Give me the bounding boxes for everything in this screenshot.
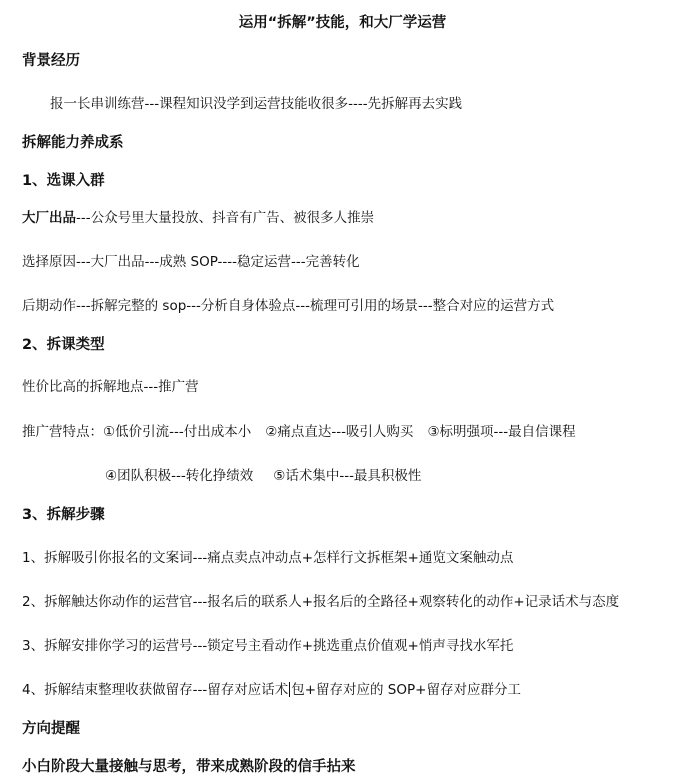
select-course-line-1 bbox=[22, 209, 374, 227]
features-row-2 bbox=[105, 467, 421, 485]
heading-course-type: 2、拆课类型 bbox=[22, 337, 105, 353]
step-item: 1、拆解吸引你报名的文案词---痛点卖点冲动点+怎样行文拆框架+通览文案触动点 bbox=[22, 550, 514, 566]
step-item: 2、拆解触达你动作的运营官---报名后的联系人+报名后的全路径+观察转化的动作+记录话术与态度 bbox=[22, 594, 620, 610]
step-item bbox=[22, 681, 521, 699]
feature-item: ④团队积极---转化挣绩效 bbox=[105, 468, 254, 484]
feature-item: ③标明强项---最自信课程 bbox=[427, 424, 576, 440]
direction-text: 小白阶段大量接触与思考，带来成熟阶段的信手拈来 bbox=[22, 759, 356, 775]
line-rest: ---公众号里大量投放、抖音有广告、被很多人推崇 bbox=[76, 210, 375, 226]
step-4-part-a: 4、拆解结束整理收获做留存---留存对应话术 bbox=[22, 682, 289, 698]
course-type-line-1: 性价比高的拆解地点---推广营 bbox=[22, 379, 199, 395]
feature-item: ⑤话术集中---最具积极性 bbox=[273, 468, 422, 484]
features-row-1 bbox=[22, 423, 576, 441]
doc-title: 运用“拆解”技能，和大厂学运营 bbox=[238, 15, 447, 31]
line-lead-bold: 大厂出品 bbox=[22, 210, 76, 226]
heading-select-course: 1、选课入群 bbox=[22, 173, 105, 189]
feature-item: ②痛点直达---吸引人购买 bbox=[265, 424, 414, 440]
features-label: 推广营特点： bbox=[22, 424, 103, 440]
feature-item: ①低价引流---付出成本小 bbox=[103, 424, 252, 440]
step-item: 3、拆解安排你学习的运营号---锁定号主看动作+挑选重点价值观+悄声寻找水军托 bbox=[22, 638, 514, 654]
step-4-part-b: 包+留存对应的 SOP+留存对应群分工 bbox=[291, 682, 521, 698]
select-course-line-2: 选择原因---大厂出品---成熟 SOP----稳定运营---完善转化 bbox=[22, 254, 360, 270]
background-text: 报一长串训练营---课程知识没学到运营技能收很多----先拆解再去实践 bbox=[50, 96, 463, 112]
heading-steps: 3、拆解步骤 bbox=[22, 507, 105, 523]
heading-direction: 方向提醒 bbox=[22, 721, 80, 737]
heading-background: 背景经历 bbox=[22, 53, 80, 69]
select-course-line-3: 后期动作---拆解完整的 sop---分析自身体验点---梳理可引用的场景---整合对应的运营方式 bbox=[22, 298, 555, 314]
heading-ability: 拆解能力养成系 bbox=[22, 135, 124, 151]
